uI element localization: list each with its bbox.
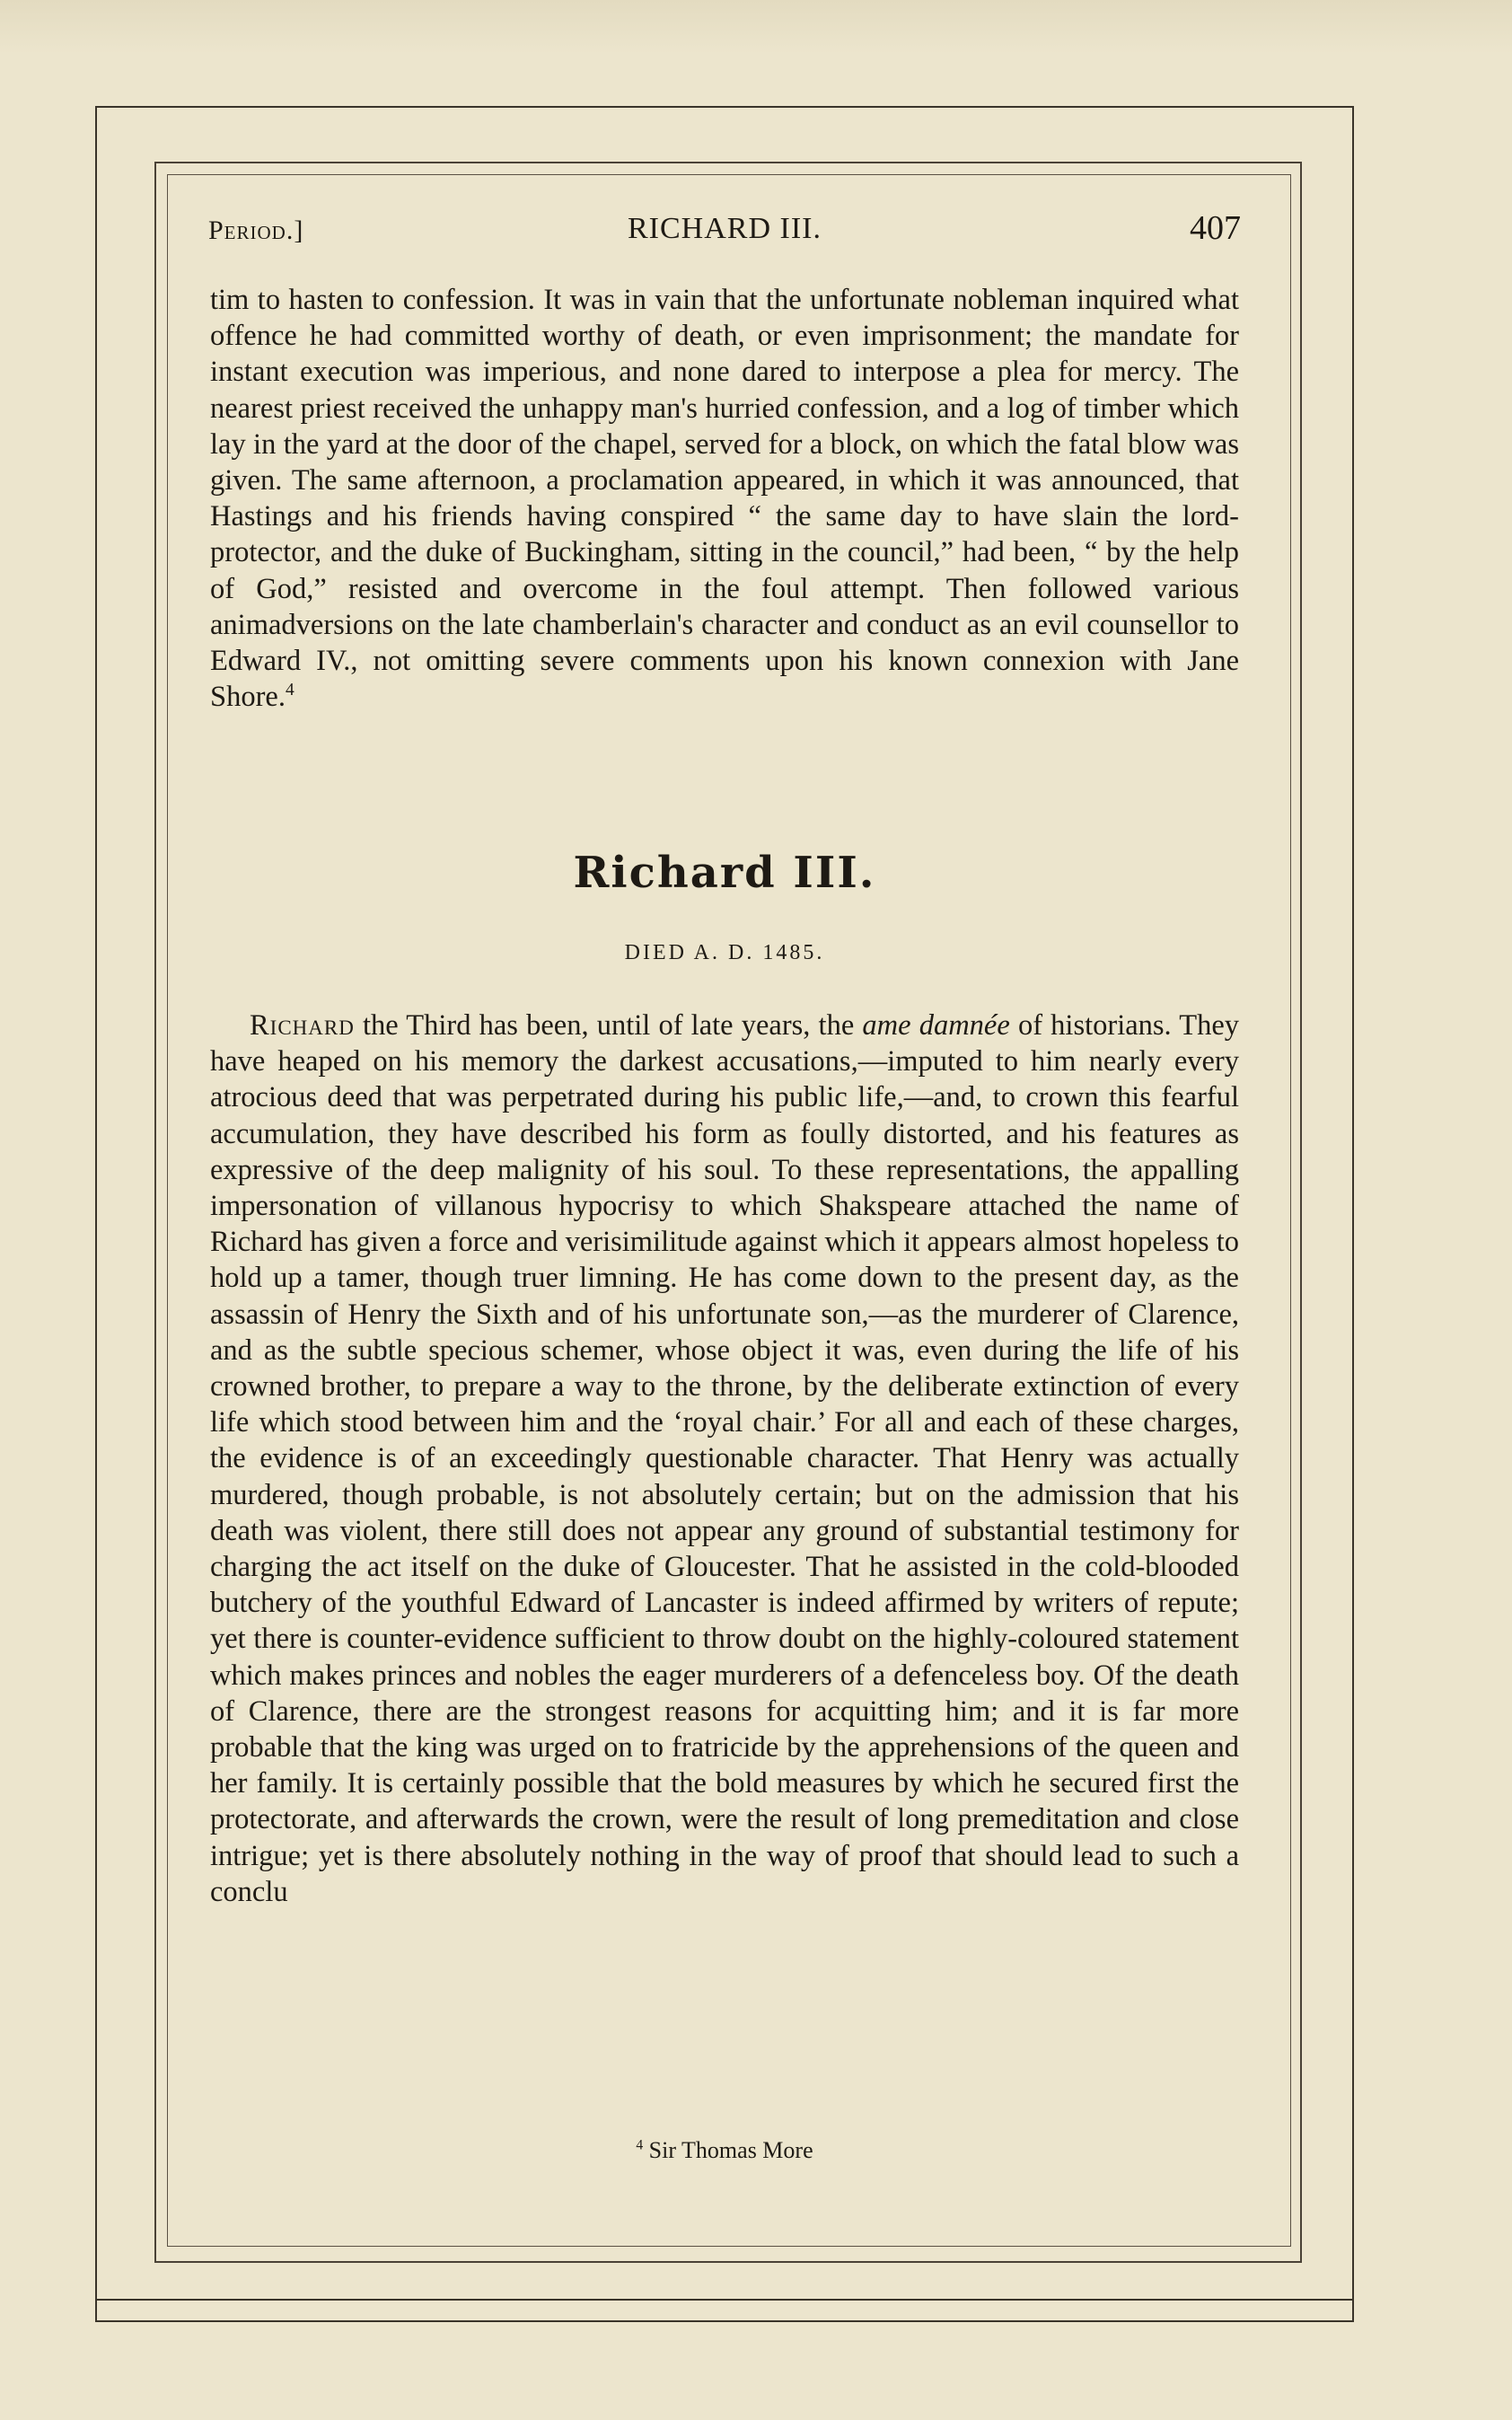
section-title: Richard III. [573, 848, 876, 898]
footnote-text: Sir Thomas More [643, 2137, 813, 2163]
section-subtitle: DIED A. D. 1485. [624, 941, 825, 964]
running-header [208, 208, 1241, 253]
header-period: Period.] [208, 216, 304, 245]
lead-word: Richard [250, 1009, 355, 1042]
page-number: 407 [1190, 209, 1241, 247]
paragraph-text: tim to hasten to confession. It was in vain that the unfortunate nobleman inquired what offence he had committed worthy of death, or even imprisonment; the mandate for instant execution was imperious, and none dared to interpose a plea for mercy. The nearest priest received the unhappy man's hurried confession, and a log of timber which lay in the yard at the door of the chapel, served for a block, on which the fatal blow was given. The same afternoon, a proclamation appeared, in which it was announced, that Hastings and his friends having conspired “ the same day to have slain the lord-protector, and the duke of Buckingham, sitting in the council,” had been, “ by the help of God,” resisted and overcome in the foul attempt. Then followed various animadversions on the late chamberlain's character and conduct as an evil counsellor to Edward IV., not omitting severe comments upon his known connexion with Jane Shore. [210, 284, 1239, 714]
bottom-rule [95, 2299, 1354, 2301]
header-title: RICHARD III. [628, 212, 822, 245]
paragraph-text-a: the Third has been, until of late years, the [354, 1009, 863, 1042]
scan-edge [0, 0, 1512, 54]
footnote [208, 2137, 1241, 2164]
paragraph-text-b: of historians. They have heaped on his memory the darkest accusations,—imputed to him nearly every atrocious deed that was perpetrated during his public life,—and, to crown this fearful accumulation, they have described his form as foully distorted, and his features as expressive of the deep malignity of his soul. To these representations, the appalling impersonation of villanous hypocrisy to which Shakspeare attached the name of Richard has given a force and verisimilitude against which it appears almost hopeless to hold up a tamer, though truer limning. He has come down to the present day, as the assassin of Henry the Sixth and of his unfortunate son,—as the murderer of Clarence, and as the subtle specious schemer, whose object it was, even during the life of his crowned brother, to prepare a way to the throne, by the deliberate extinction of every life which stood between him and the ‘royal chair.’ For all and each of these charges, the evidence is of an exceedingly questionable character. That Henry was actually murdered, though probable, is not absolutely certain; but on the admission that his death was violent, there still does not appear any ground of substantial testimony for charging the act itself on the duke of Gloucester. That he assisted in the cold-blooded butchery of the youthful Edward of Lancaster is indeed affirmed by writers of repute; yet there is counter-evidence sufficient to throw doubt on the highly-coloured statement which makes princes and nobles the eager murderers of a defenceless boy. Of the death of Clarence, there are the strongest reasons for acquitting him; and it is far more probable that the king was urged on to fratricide by the apprehensions of the queen and her family. It is certainly possible that the bold measures by which he secured first the protectorate, and afterwards the crown, were the result of long premeditation and close intrigue; yet is there absolutely nothing in the way of proof that should lead to such a conclu [210, 1009, 1240, 1908]
footnote-reference: 4 [285, 681, 294, 700]
emphasis-phrase: ame damnée [862, 1009, 1010, 1042]
footnote-mark: 4 [636, 2137, 644, 2153]
paragraph-richard [210, 1008, 1239, 1910]
paragraph-continued [210, 282, 1239, 715]
